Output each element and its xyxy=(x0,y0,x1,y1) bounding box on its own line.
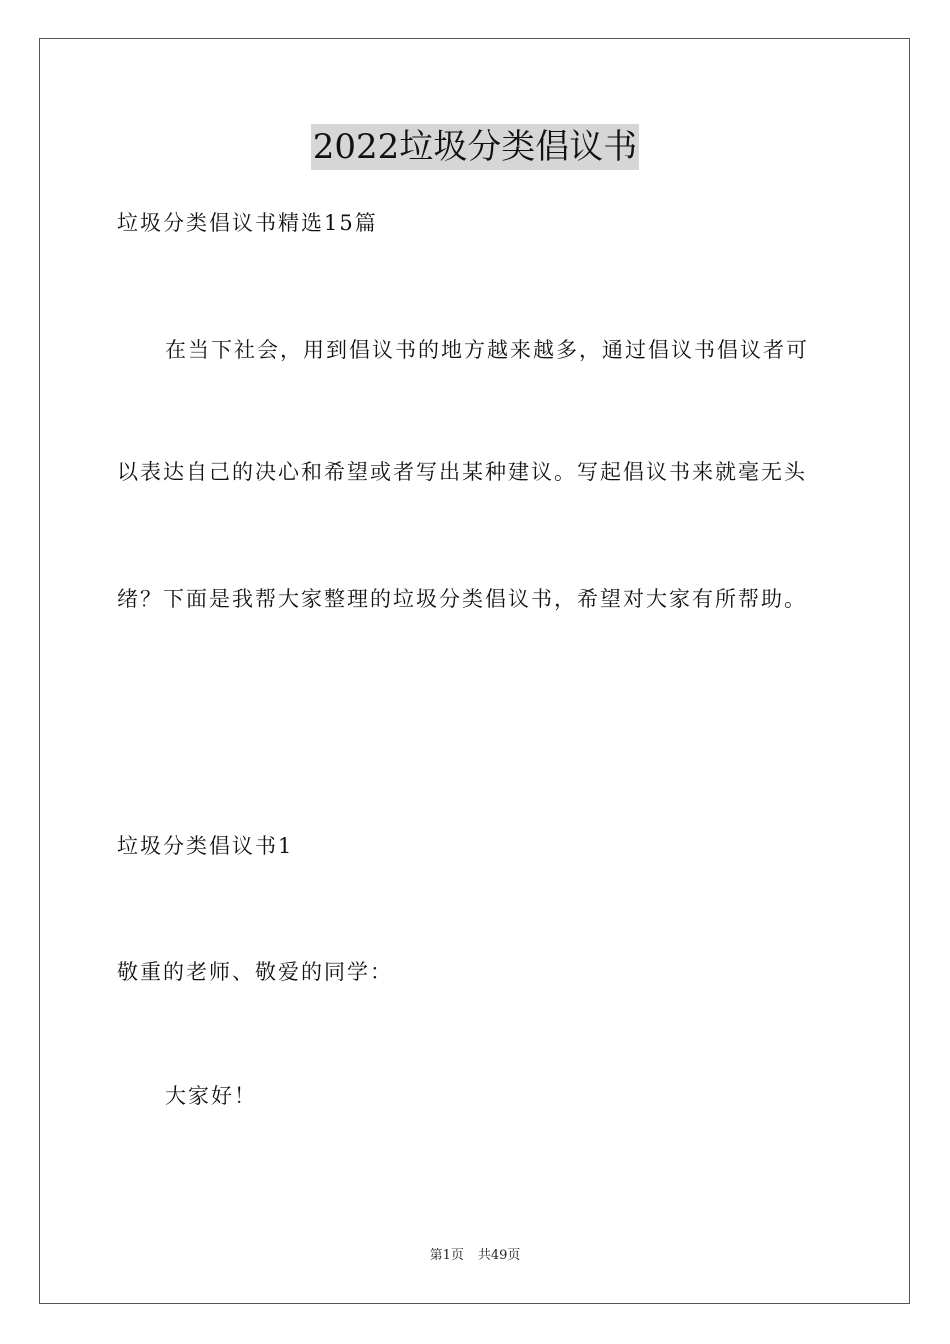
document-title-text: 2022垃圾分类倡议书 xyxy=(311,124,640,170)
page-total: 共49页 xyxy=(477,1248,521,1263)
document-subtitle: 垃圾分类倡议书精选15篇 xyxy=(117,211,378,235)
page-number: 第1页 xyxy=(429,1248,464,1263)
intro-line-1: 在当下社会，用到倡议书的地方越来越多，通过倡议书倡议者可 xyxy=(165,338,809,362)
greeting: 大家好！ xyxy=(165,1084,257,1108)
section-heading: 垃圾分类倡议书1 xyxy=(117,834,294,858)
intro-line-3: 绪？下面是我帮大家整理的垃圾分类倡议书，希望对大家有所帮助。 xyxy=(117,587,807,611)
document-title xyxy=(0,124,950,170)
intro-line-2: 以表达自己的决心和希望或者写出某种建议。写起倡议书来就毫无头 xyxy=(117,460,807,484)
page-footer xyxy=(0,1247,950,1265)
salutation: 敬重的老师、敬爱的同学： xyxy=(117,960,393,984)
